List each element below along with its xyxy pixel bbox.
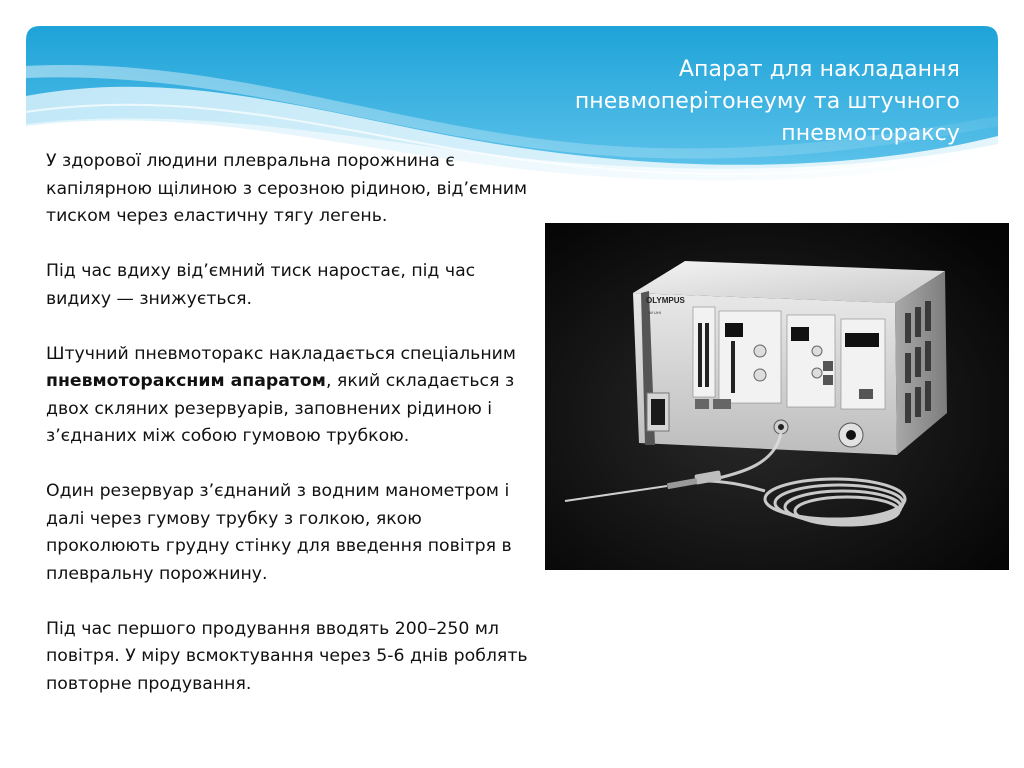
start-button	[695, 399, 709, 409]
abdominal-pressure-display	[725, 323, 743, 337]
paragraph-1: У здорової людини плевральна порожнина є капілярною щілиною з серозною рідиною, від’ємним тиском через еластичну тягу легень.	[46, 151, 528, 226]
slide-title: Апарат для накладання пневмоперітонеуму та штучного пневмотораксу	[574, 57, 960, 146]
paragraph-2: Під час вдиху від’ємний тиск наростає, під час видиху — знижується.	[46, 261, 476, 309]
pressure-knob-down	[754, 369, 766, 381]
paragraph-3	[46, 341, 536, 451]
paragraph-3-bold: пневмотораксним апаратом	[46, 371, 326, 391]
brand-label: OLYMPUS	[646, 296, 685, 305]
stop-button	[713, 399, 731, 409]
paragraph-3-before: Штучний пневмоторакс накладається спеціальним	[46, 343, 516, 364]
pressure-knob-up	[754, 345, 766, 357]
flow-rate-display	[791, 327, 809, 341]
power-switch	[651, 399, 665, 425]
paragraph-3-after: , який складається з двох скляних резервуарів, заповнених рідиною і з’єднаних між собою гумовою трубкою.	[46, 371, 515, 446]
paragraph-5: Під час першого продування вводять 200–250 мл повітря. У міру всмоктування через 5-6 днів роблять повторне продування.	[46, 618, 528, 694]
model-label: IW UHI	[648, 310, 661, 315]
high-button	[823, 375, 833, 385]
set-button	[859, 389, 873, 399]
vent-grille	[905, 301, 931, 423]
low-button	[823, 361, 833, 371]
paragraph-4: Один резервуар з’єднаний з водним манометром і далі через гумову трубку з голкою, якою проколюють грудну стінку для введення повітря в плевральну порожнину.	[46, 481, 512, 584]
flow-knob-up	[812, 346, 822, 356]
body-text	[46, 148, 536, 698]
device-photo	[545, 223, 1009, 570]
cylinder-pressure-panel	[693, 307, 715, 397]
flow-knob-down	[812, 368, 822, 378]
volume-display	[845, 333, 879, 347]
